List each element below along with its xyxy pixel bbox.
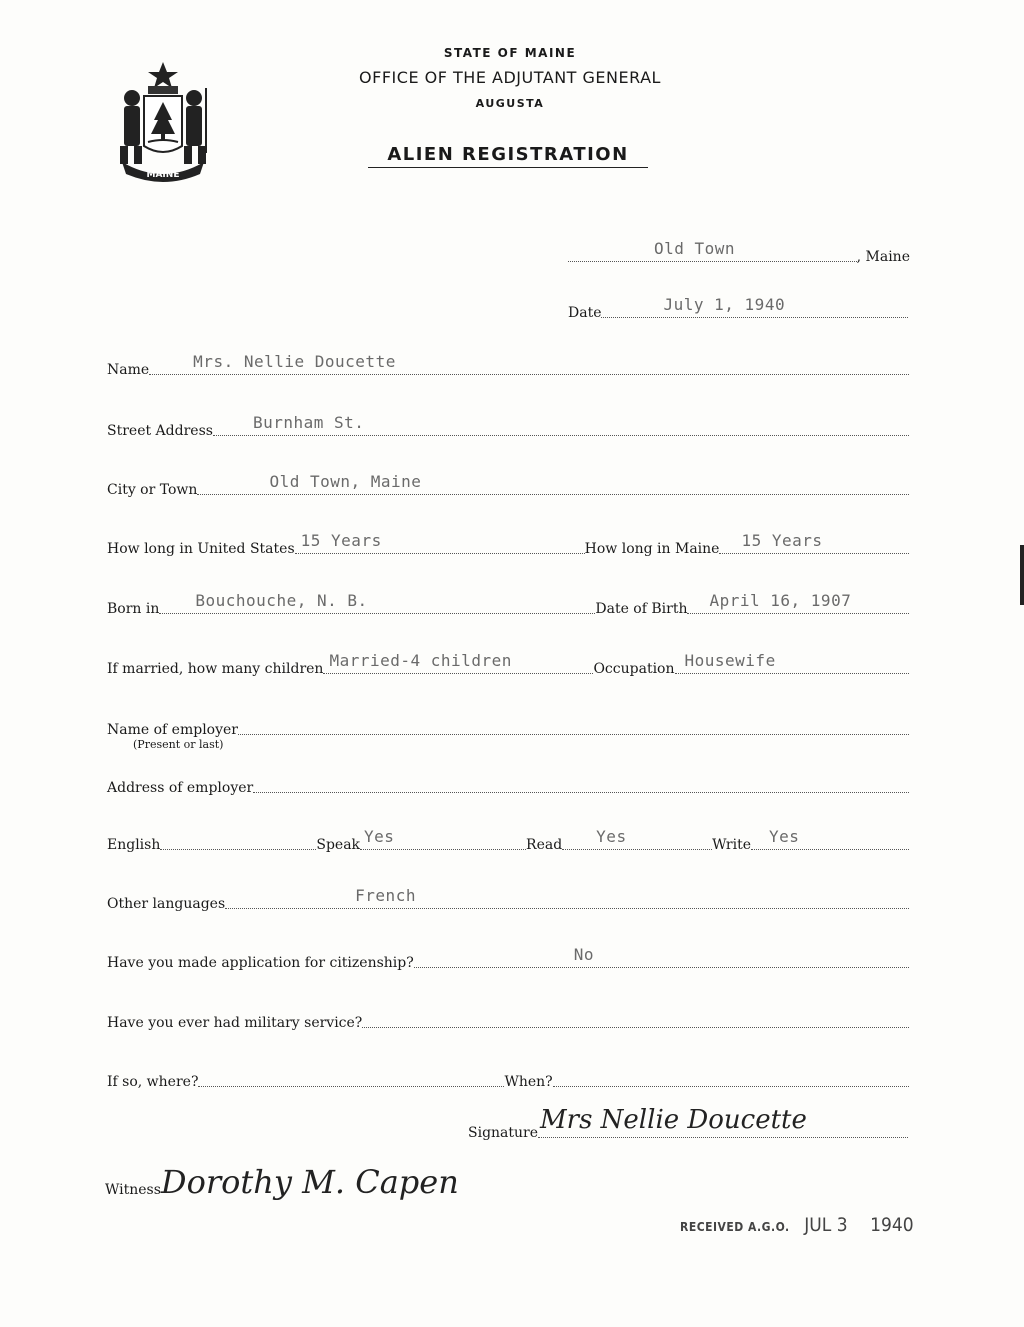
- dob-label: Date of Birth: [595, 601, 688, 617]
- witness-label: Witness: [105, 1182, 161, 1198]
- military-row: [107, 1010, 909, 1032]
- family-row: [107, 651, 909, 678]
- name-value: Mrs. Nellie Doucette: [193, 352, 396, 371]
- name-row: [107, 352, 909, 379]
- header-state: STATE OF MAINE: [443, 46, 577, 60]
- stamp-year: 1940: [870, 1214, 914, 1236]
- married-label: If married, how many children: [107, 661, 324, 677]
- occupation-label: Occupation: [593, 661, 675, 677]
- military-field: [362, 1026, 909, 1028]
- write-value: Yes: [769, 827, 800, 846]
- military-label: Have you ever had military service?: [107, 1015, 363, 1031]
- dob-value: April 16, 1907: [709, 591, 852, 610]
- employer-address-label: Address of employer: [107, 780, 254, 796]
- signature-row: [468, 1105, 908, 1142]
- street-value: Burnham St.: [252, 413, 365, 432]
- citizenship-row: [107, 945, 909, 972]
- english-row: [107, 827, 909, 854]
- us-label: How long in United States: [107, 541, 295, 557]
- town-field: [568, 239, 857, 262]
- employer-label: Name of employer: [107, 722, 238, 738]
- citizenship-label: Have you made application for citizenship?: [107, 955, 414, 971]
- witness-value: Dorothy M. Capen: [160, 1163, 459, 1201]
- write-label: Write: [712, 837, 752, 853]
- header-office: OFFICE OF THE ADJUTANT GENERAL: [359, 68, 661, 87]
- employer-sublabel: (Present or last): [133, 738, 224, 751]
- write-field: [751, 827, 909, 850]
- stamp-date: JUL 3: [804, 1214, 848, 1236]
- other-languages-label: Other languages: [107, 896, 226, 912]
- where-label: If so, where?: [107, 1074, 199, 1090]
- other-languages-row: [107, 886, 909, 913]
- town-row: [568, 239, 910, 266]
- street-row: [107, 413, 909, 440]
- other-languages-field: [225, 886, 909, 909]
- married-value: Married-4 children: [329, 651, 512, 670]
- read-value: Yes: [596, 827, 627, 846]
- when-field: [553, 1085, 909, 1087]
- married-field: [323, 651, 593, 674]
- employer-field: [238, 733, 909, 735]
- stamp-received: RECEIVED A.G.O.: [680, 1220, 790, 1234]
- born-field: [159, 591, 595, 614]
- date-field: [601, 295, 908, 318]
- maine-value: 15 Years: [741, 531, 823, 550]
- english-label: English: [107, 837, 161, 853]
- english-field: [160, 848, 316, 850]
- date-label: Date: [568, 305, 602, 321]
- employer-address-row: [107, 775, 909, 797]
- maine-label: How long in Maine: [584, 541, 720, 557]
- born-label: Born in: [107, 601, 160, 617]
- where-field: [198, 1085, 504, 1087]
- witness-row: [105, 1163, 505, 1201]
- received-stamp: [680, 1214, 914, 1236]
- street-field: [213, 413, 909, 436]
- us-field: [295, 531, 585, 554]
- maine-state-seal-icon: [108, 58, 218, 183]
- occupation-field: [675, 651, 910, 674]
- citizenship-field: [414, 945, 909, 968]
- maine-field: [719, 531, 909, 554]
- us-value: 15 Years: [300, 531, 382, 550]
- employer-row: [107, 717, 909, 739]
- name-field: [149, 352, 909, 375]
- born-value: Bouchouche, N. B.: [195, 591, 368, 610]
- city-row: [107, 472, 909, 499]
- signature-field: [538, 1105, 908, 1138]
- town-suffix-label: , Maine: [856, 249, 910, 265]
- residency-row: [107, 531, 909, 558]
- other-languages-value: French: [355, 886, 416, 905]
- city-field: [197, 472, 909, 495]
- when-label: When?: [504, 1074, 553, 1090]
- speak-value: Yes: [364, 827, 395, 846]
- signature-value: Mrs Nellie Doucette: [540, 1105, 807, 1135]
- name-label: Name: [107, 362, 150, 378]
- scan-edge-mark: [1020, 545, 1024, 605]
- witness-field: [160, 1163, 505, 1201]
- read-field: [562, 827, 712, 850]
- city-label: City or Town: [107, 482, 198, 498]
- read-label: Read: [526, 837, 563, 853]
- date-value: July 1, 1940: [663, 295, 786, 314]
- form-title: ALIEN REGISTRATION: [368, 144, 648, 168]
- dob-field: [687, 591, 909, 614]
- occupation-value: Housewife: [684, 651, 776, 670]
- birth-row: [107, 591, 909, 618]
- citizenship-value: No: [573, 945, 595, 964]
- svg-text:MAINE: MAINE: [146, 170, 180, 180]
- speak-field: [360, 827, 526, 850]
- service-details-row: [107, 1069, 909, 1091]
- speak-label: Speak: [316, 837, 361, 853]
- town-value: Old Town: [654, 239, 736, 258]
- signature-label: Signature: [468, 1125, 539, 1141]
- employer-address-field: [253, 791, 909, 793]
- city-value: Old Town, Maine: [269, 472, 422, 491]
- street-label: Street Address: [107, 423, 213, 439]
- date-row: [568, 295, 908, 322]
- header-city: AUGUSTA: [475, 97, 545, 110]
